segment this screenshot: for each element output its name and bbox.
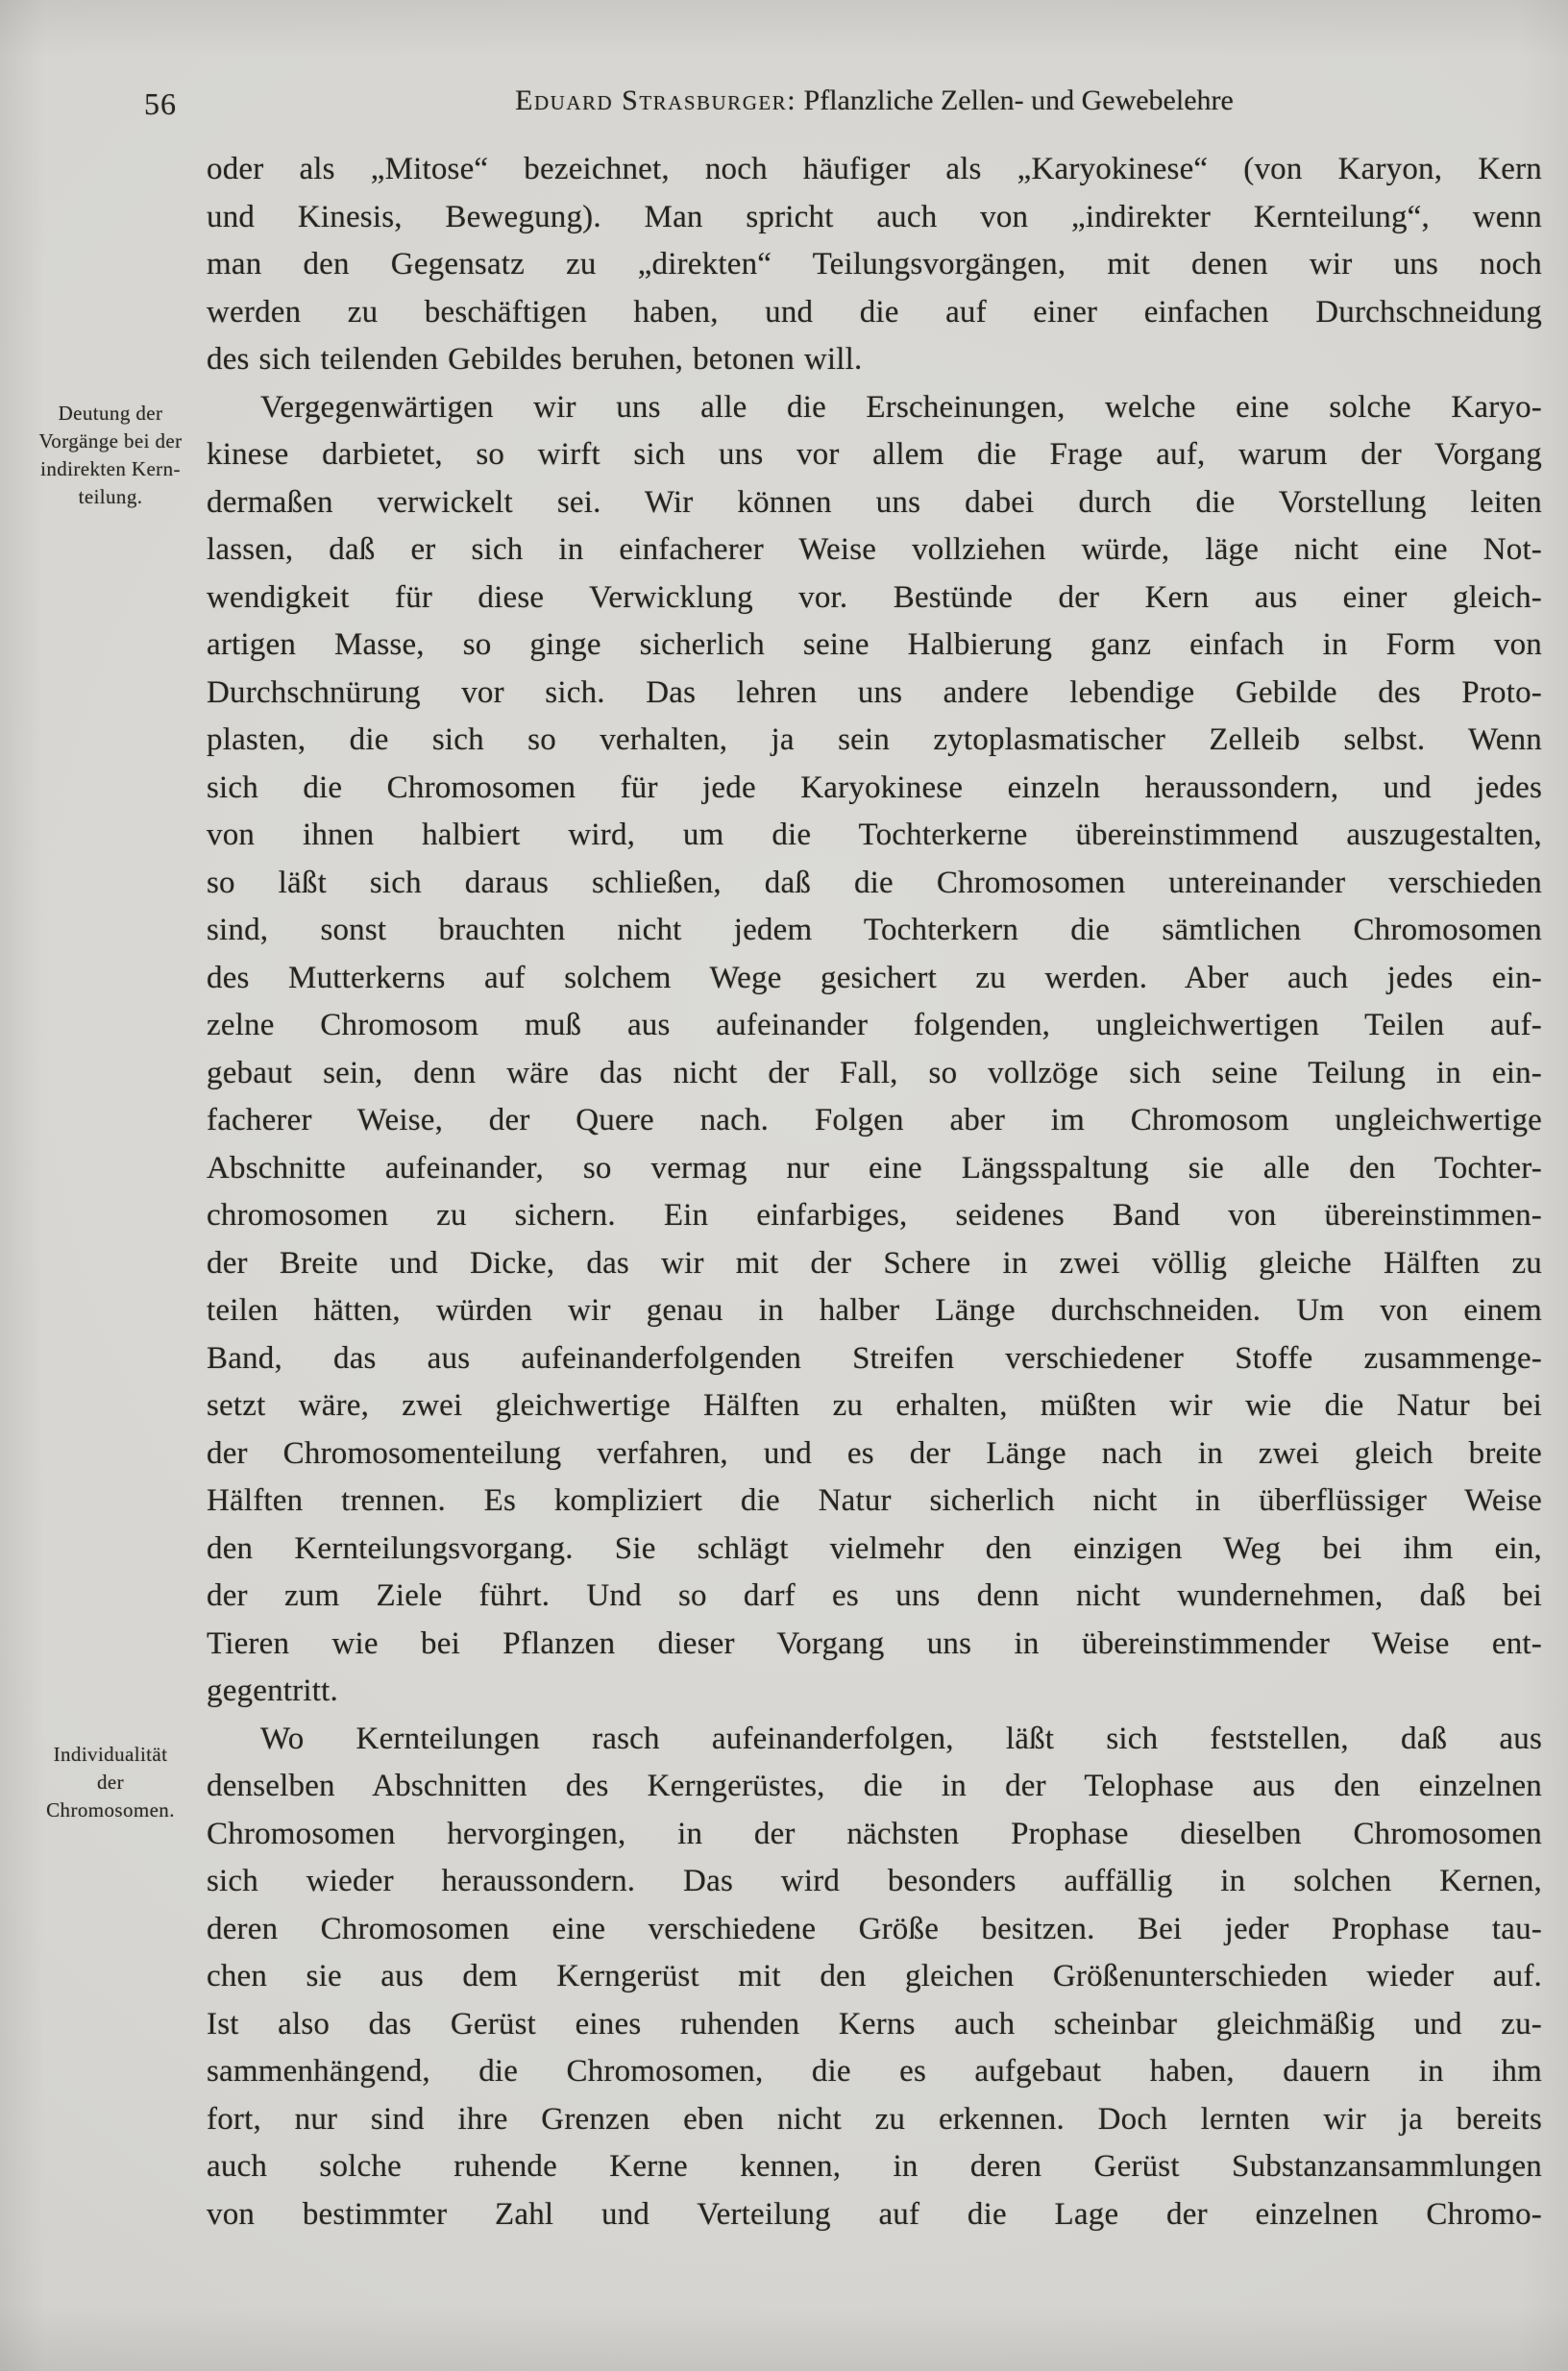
text-line: Band, das aus aufeinanderfolgenden Streifen verschiedener Stoffe zusammenge- [207, 1340, 1542, 1376]
running-head-spacer [796, 85, 804, 116]
page-number: 56 [144, 86, 177, 121]
text-line: der Breite und Dicke, das wir mit der Schere in zwei völlig gleiche Hälften zu [207, 1245, 1542, 1281]
text-line: teilen hätten, würden wir genau in halber Länge durchschneiden. Um von einem [207, 1293, 1542, 1328]
text-line: Chromosomen hervorgingen, in der nächsten Prophase dieselben Chromosomen [207, 1816, 1542, 1851]
text-line: chen sie aus dem Kerngerüst mit den gleichen Größenunterschieden wieder auf. [207, 1959, 1542, 1993]
text-line: von ihnen halbiert wird, um die Tochterkerne übereinstimmend auszugestalten, [207, 818, 1542, 852]
text-line: und Kinesis, Bewegung). Man spricht auch von „indirekter Kernteilung“, wenn [207, 199, 1542, 234]
text-line: kinese darbietet, so wirft sich uns vor allem die Frage auf, warum der Vorgang [207, 437, 1542, 472]
text-line: des sich teilenden Gebildes beruhen, betonen will. [207, 342, 863, 377]
margin-note-deutung [13, 400, 208, 511]
text-line: man den Gegensatz zu „direkten“ Teilungsvorgängen, mit denen wir uns noch [207, 247, 1542, 281]
text-line: von bestimmter Zahl und Verteilung auf die Lage der einzelnen Chromo- [207, 2196, 1542, 2232]
margin-note-line: Vorgänge bei der [38, 429, 183, 452]
running-head-author: Eduard Strasburger: [515, 85, 797, 116]
margin-note-individualitaet [13, 1741, 208, 1824]
page-header [0, 85, 1568, 133]
margin-note-line: indirekten Kern- [40, 457, 181, 480]
text-line: der Chromosomenteilung verfahren, und es der Länge nach in zwei gleich breite [207, 1435, 1542, 1471]
text-line: artigen Masse, so ginge sicherlich seine Halbierung ganz einfach in Form von [207, 627, 1542, 662]
text-line: dermaßen verwickelt sei. Wir können uns dabei durch die Vorstellung leiten [207, 484, 1542, 520]
text-line: fort, nur sind ihre Grenzen eben nicht zu erkennen. Doch lernten wir ja bereits [207, 2101, 1542, 2137]
text-line: lassen, daß er sich in einfacherer Weise vollziehen würde, läge nicht eine Not- [207, 532, 1542, 567]
margin-note-line: Individualität [53, 1743, 168, 1766]
paragraph-deutung [207, 384, 1542, 1716]
text-line: chromosomen zu sichern. Ein einfarbiges, seidenes Band von übereinstimmen- [207, 1198, 1542, 1233]
margin-note-line: teilung. [78, 485, 143, 508]
text-line: sich die Chromosomen für jede Karyokinese einzeln heraussondern, und jedes [207, 770, 1542, 805]
running-head-title: Pflanzliche Zellen- und Gewebelehre [803, 85, 1234, 116]
paragraph-individualitaet [207, 1716, 1542, 2239]
text-line: plasten, die sich so verhalten, ja sein zytoplasmatischer Zelleib selbst. Wenn [207, 722, 1542, 757]
text-line: Ist also das Gerüst eines ruhenden Kerns auch scheinbar gleichmäßig und zu- [207, 2006, 1542, 2041]
text-line: deren Chromosomen eine verschiedene Größe besitzen. Bei jeder Prophase tau- [207, 1911, 1542, 1946]
text-line: den Kernteilungsvorgang. Sie schlägt vielmehr den einzigen Weg bei ihm ein, [207, 1530, 1542, 1566]
text-line: denselben Abschnitten des Kerngerüstes, die in der Telophase aus den einzelnen [207, 1769, 1542, 1803]
text-line: gebaut sein, denn wäre das nicht der Fall, so vollzöge sich seine Teilung in ein- [207, 1055, 1542, 1090]
text-line: wendigkeit für diese Verwicklung vor. Bestünde der Kern aus einer gleich- [207, 579, 1542, 615]
body-text-column [207, 146, 1542, 2238]
text-line: setzt wäre, zwei gleichwertige Hälften zu erhalten, müßten wir wie die Natur bei [207, 1388, 1542, 1423]
text-line: Abschnitte aufeinander, so vermag nur eine Längsspaltung sie alle den Tochter- [207, 1150, 1542, 1186]
text-line: sind, sonst brauchten nicht jedem Tochterkern die sämtlichen Chromosomen [207, 913, 1542, 947]
margin-note-line: Deutung der [58, 402, 163, 425]
text-line: gegentritt. [207, 1674, 338, 1708]
text-line: des Mutterkerns auf solchem Wege gesichert zu werden. Aber auch jedes ein- [207, 960, 1542, 995]
text-line: oder als „Mitose“ bezeichnet, noch häufiger als „Karyokinese“ (von Karyon, Kern [207, 152, 1542, 186]
text-line: Vergegenwärtigen wir uns alle die Erscheinungen, welche eine solche Karyo- [260, 389, 1542, 425]
margin-note-line: Chromosomen. [46, 1798, 175, 1821]
text-line: sammenhängend, die Chromosomen, die es aufgebaut haben, dauern in ihm [207, 2054, 1542, 2089]
text-line: Durchschnürung vor sich. Das lehren uns andere lebendige Gebilde des Proto- [207, 674, 1542, 710]
text-line: facherer Weise, der Quere nach. Folgen aber im Chromosom ungleichwertige [207, 1103, 1542, 1137]
text-line: sich wieder heraussondern. Das wird besonders auffällig in solchen Kernen, [207, 1864, 1542, 1898]
text-line: zelne Chromosom muß aus aufeinander folgenden, ungleichwertigen Teilen auf- [207, 1008, 1542, 1042]
text-line: so läßt sich daraus schließen, daß die Chromosomen untereinander verschieden [207, 865, 1542, 900]
paragraph-mitose [207, 146, 1542, 384]
text-line: auch solche ruhende Kerne kennen, in deren Gerüst Substanzansammlungen [207, 2149, 1542, 2184]
margin-note-line: der [96, 1771, 124, 1794]
text-line: der zum Ziele führt. Und so darf es uns denn nicht wundernehmen, daß bei [207, 1578, 1542, 1613]
text-line: Wo Kernteilungen rasch aufeinanderfolgen, läßt sich feststellen, daß aus [260, 1721, 1542, 1756]
text-line: werden zu beschäftigen haben, und die auf einer einfachen Durchschneidung [207, 294, 1542, 330]
text-line: Hälften trennen. Es kompliziert die Natur sicherlich nicht in überflüssiger Weise [207, 1483, 1542, 1518]
running-head [207, 85, 1542, 117]
text-line: Tieren wie bei Pflanzen dieser Vorgang uns in übereinstimmender Weise ent- [207, 1625, 1542, 1661]
